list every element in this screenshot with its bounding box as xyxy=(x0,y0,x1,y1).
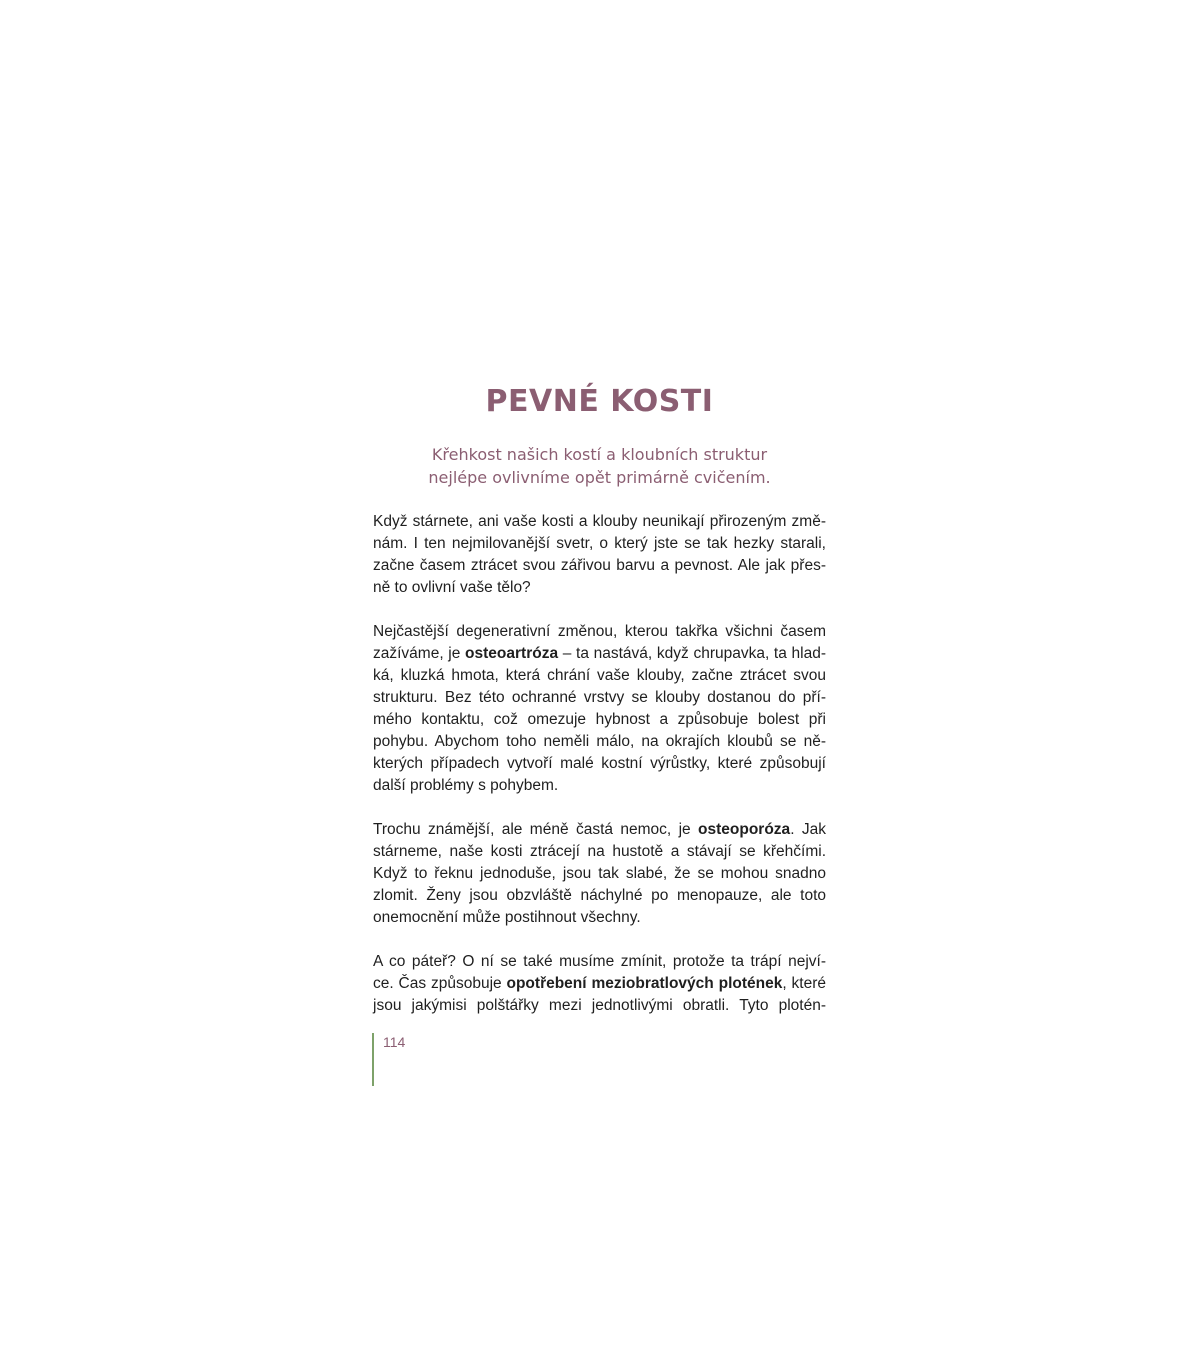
text-line xyxy=(373,973,826,995)
text-line xyxy=(373,533,826,555)
paragraph xyxy=(373,511,826,599)
subtitle-line: nejlépe ovlivníme opět primárně cvičením. xyxy=(428,468,771,487)
text-line xyxy=(373,907,826,929)
text-line xyxy=(373,687,826,709)
bold-term: osteoartróza xyxy=(465,645,559,662)
text-line xyxy=(373,819,826,841)
text-segment: ně to ovlivní vaše tělo? xyxy=(373,579,531,596)
text-segment: mého kontaktu, což omezuje hybnost a způsobuje bolest při xyxy=(373,711,826,728)
text-segment: Když to řeknu jednoduše, jsou tak slabé, že se mohou snadno xyxy=(373,865,826,882)
text-segment: začne časem ztrácet svou zářivou barvu a pevnost. Ale jak přes- xyxy=(373,557,826,574)
text-line xyxy=(373,643,826,665)
folio-rule xyxy=(372,1033,374,1086)
text-segment: , které xyxy=(782,975,826,992)
text-line xyxy=(373,577,826,599)
text-segment: kterých případech vytvoří malé kostní výrůstky, které způsobují xyxy=(373,755,826,772)
text-line xyxy=(373,709,826,731)
page-number: 114 xyxy=(383,1034,406,1050)
body-text xyxy=(373,511,826,1039)
text-segment: onemocnění může postihnout všechny. xyxy=(373,909,641,926)
text-segment: A co páteř? O ní se také musíme zmínit, protože ta trápí nejví- xyxy=(373,953,826,970)
paragraph xyxy=(373,621,826,797)
text-line xyxy=(373,621,826,643)
text-segment: zlomit. Ženy jsou obzvláště náchylné po menopauze, ale toto xyxy=(373,887,826,904)
text-line xyxy=(373,731,826,753)
text-segment: jsou jakýmisi polštářky mezi jednotlivými obratli. Tyto plotén- xyxy=(373,997,826,1014)
text-line xyxy=(373,555,826,577)
text-line xyxy=(373,775,826,797)
bold-term: opotřebení meziobratlových plotének xyxy=(506,975,783,992)
text-segment: ce. Čas způsobuje xyxy=(373,975,507,992)
text-line xyxy=(373,753,826,775)
text-segment: Nejčastější degenerativní změnou, kterou takřka všichni časem xyxy=(373,623,826,640)
paragraph xyxy=(373,951,826,1017)
subtitle-line: Křehkost našich kostí a kloubních struktur xyxy=(431,445,768,464)
page-title: PEVNÉ KOSTI xyxy=(485,384,714,419)
text-line xyxy=(373,951,826,973)
text-segment: Když stárnete, ani vaše kosti a klouby neunikají přirozeným změ- xyxy=(373,513,826,530)
text-line xyxy=(373,863,826,885)
text-line xyxy=(373,995,826,1017)
text-line xyxy=(373,511,826,533)
text-segment: zažíváme, je xyxy=(373,645,466,662)
text-segment: nám. I ten nejmilovanější svetr, o který jste se tak hezky starali, xyxy=(373,535,826,552)
text-segment: strukturu. Bez této ochranné vrstvy se klouby dostanou do pří- xyxy=(373,689,826,706)
bold-term: osteoporóza xyxy=(698,821,791,838)
text-segment: . Jak xyxy=(790,821,826,838)
paragraph xyxy=(373,819,826,929)
text-segment: stárneme, naše kosti ztrácejí na hustotě a stávají se křehčími. xyxy=(373,843,826,860)
text-line xyxy=(373,885,826,907)
text-line xyxy=(373,665,826,687)
text-segment: pohybu. Abychom toho neměli málo, na okrajích kloubů se ně- xyxy=(373,733,826,750)
text-segment: ká, kluzká hmota, která chrání vaše klouby, začne ztrácet svou xyxy=(373,667,826,684)
text-segment: – ta nastává, když chrupavka, ta hlad- xyxy=(558,645,826,662)
subtitle xyxy=(373,443,826,489)
text-segment: Trochu známější, ale méně častá nemoc, je xyxy=(373,821,699,838)
text-segment: další problémy s pohybem. xyxy=(373,777,559,794)
text-line xyxy=(373,841,826,863)
